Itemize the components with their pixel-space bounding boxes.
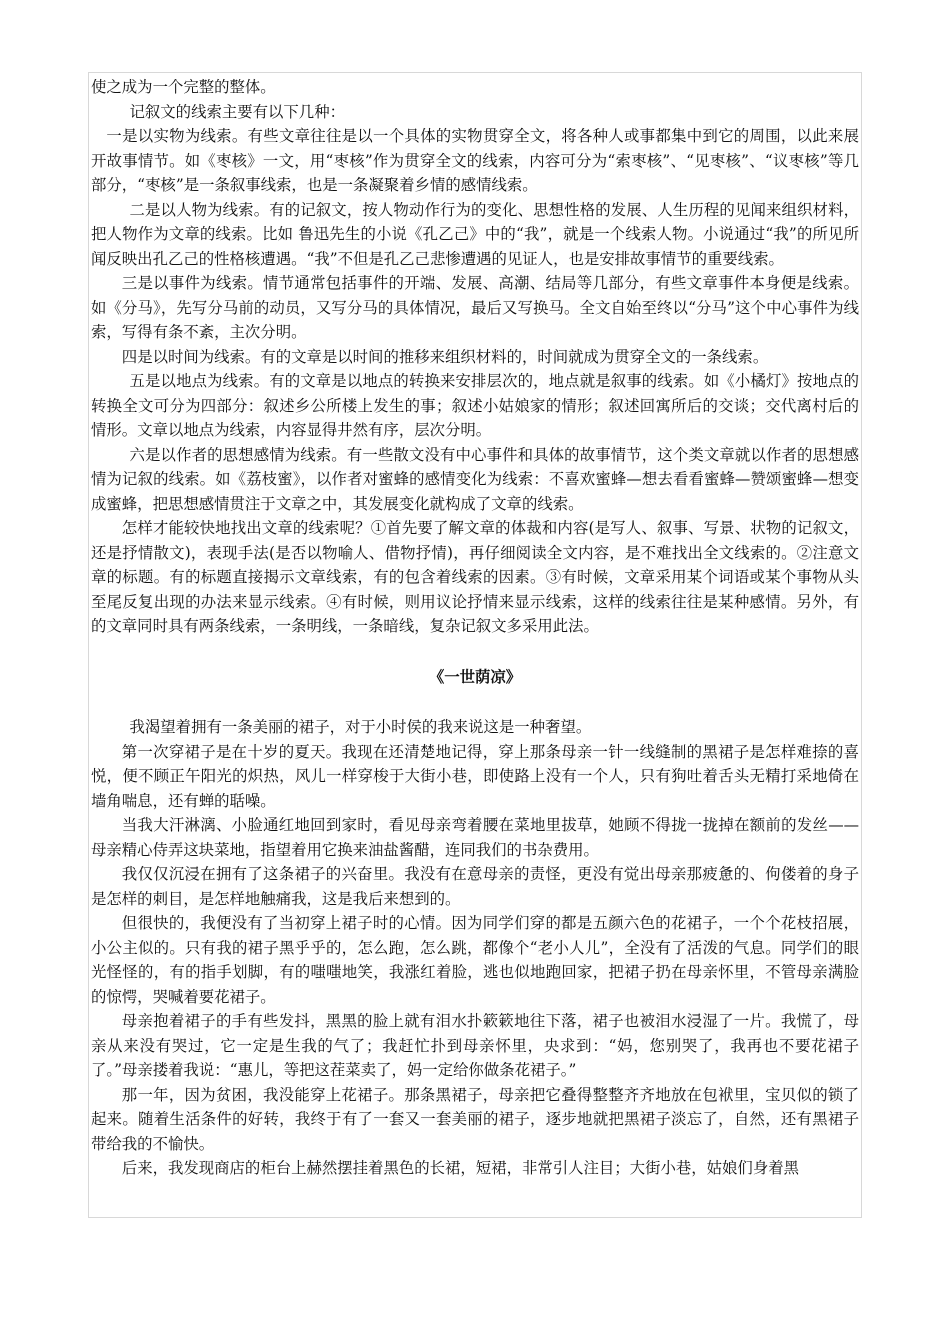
paragraph: 怎样才能较快地找出文章的线索呢？①首先要了解文章的体裁和内容(是写人、叙事、写景、状物的记叙文，还是抒情散文)，表现手法(是否以物喻人、借物抒情)，再仔细阅读全文内容，是不难找出全文线索的。②注意文章的标题。有的标题直接揭示文章线索，有的包含着线索的因素。③有时候，文章采用某个词语或某个事物从头至尾反复出现的办法来显示线索。④有时候，则用议论抒情来显示线索，这样的线索往往是某种感情。另外，有的文章同时具有两条线索，一条明线，一条暗线，复杂记叙文多采用此法。 [91,519,859,635]
paragraph: 后来，我发现商店的柜台上赫然摆挂着黑色的长裙，短裙，非常引人注目；大街小巷，姑娘们身着黑 [121,1159,799,1177]
document-page [88,72,862,1218]
paragraph: 五是以地点为线索。有的文章是以地点的转换来安排层次的，地点就是叙事的线索。如《小橘灯》按地点的转换全文可分为四部分：叙述乡公所楼上发生的事；叙述小姑娘家的情形；叙述回寓所后的交谈；交代离村后的情形。文章以地点为线索，内容显得井然有序，层次分明。 [91,372,859,439]
paragraph: 三是以事件为线索。情节通常包括事件的开端、发展、高潮、结局等几部分，有些文章事件本身便是线索。如《分马》，先写分马前的动员，又写分马的具体情况，最后又写换马。全文自始至终以“分马”这个中心事件为线索，写得有条不紊，主次分明。 [91,274,859,341]
paragraph: 那一年，因为贫困，我没能穿上花裙子。那条黑裙子，母亲把它叠得整整齐齐地放在包袱里，宝贝似的锁了起来。随着生活条件的好转，我终于有了一套又一套美丽的裙子，逐步地就把黑裙子淡忘了，自然，还有黑裙子带给我的不愉快。 [91,1085,859,1153]
paragraph: 当我大汗淋漓、小脸通红地回到家时，看见母亲弯着腰在菜地里拔草，她顾不得拢一拢掉在额前的发丝——母亲精心侍弄这块菜地，指望着用它换来油盐酱醋，连同我们的书杂费用。 [91,816,859,859]
paragraph: 母亲抱着裙子的手有些发抖，黑黑的脸上就有泪水扑簌簌地往下落，裙子也被泪水浸湿了一片。我慌了，母亲从来没有哭过，它一定是生我的气了；我赶忙扑到母亲怀里，央求到：“妈，您别哭了，我再也不要花裙子了。”母亲搂着我说：“惠儿，等把这茬菜卖了，妈一定给你做条花裙子。” [91,1012,859,1079]
paragraph: 二是以人物为线索。有的记叙文，按人物动作行为的变化、思想性格的发展、人生历程的见闻来组织材料，把人物作为文章的线索。比如 鲁迅先生的小说《孔乙己》中的“我”，就是一个线索人物。小说通过“我”的所见所闻反映出孔乙己的性格核遭遇。“我”不但是孔乙己悲惨遭遇的见证人，也是安排故事情节的重要线索。 [91,200,859,268]
paragraph: 一是以实物为线索。有些文章往往是以一个具体的实物贯穿全文，将各种人或事都集中到它的周围，以此来展开故事情节。如《枣核》一文，用“枣核”作为贯穿全文的线索，内容可分为“索枣核”、“见枣核”、“议枣核”等几部分，“枣核”是一条叙事线索，也是一条凝聚着乡情的感情线索。 [91,127,859,194]
paragraph: 第一次穿裙子是在十岁的夏天。我现在还清楚地记得，穿上那条母亲一针一线缝制的黑裙子是怎样难捺的喜悦，便不顾正午阳光的炽热，风儿一样穿梭于大街小巷，即使路上没有一个人，只有狗吐着舌头无精打采地倚在墙角喘息，还有蝉的聒噪。 [91,742,859,810]
essay-title: 《一世荫凉》 [428,667,522,686]
paragraph: 记叙文的线索主要有以下几种： [129,102,345,121]
paragraph: 但很快的，我便没有了当初穿上裙子时的心情。因为同学们穿的都是五颜六色的花裙子，一个个花枝招展，小公主似的。只有我的裙子黑乎乎的，怎么跑，怎么跳，都像个“老小人儿”，全没有了活泼的气息。同学们的眼光怪怪的，有的指手划脚，有的嗤嗤地笑，我涨红着脸，逃也似地跑回家，把裙子扔在母亲怀里，不管母亲满脸的惊愕，哭喊着要花裙子。 [91,914,859,1006]
paragraph: 我仅仅沉浸在拥有了这条裙子的兴奋里。我没有在意母亲的责怪，更没有觉出母亲那疲惫的、佝偻着的身子是怎样的刺目，是怎样地触痛我，这是我后来想到的。 [91,865,859,908]
paragraph: 我渴望着拥有一条美丽的裙子，对于小时侯的我来说这是一种奢望。 [129,718,592,736]
paragraph: 使之成为一个完整的整体。 [91,78,276,96]
paragraph: 六是以作者的思想感情为线索。有一些散文没有中心事件和具体的故事情节，这个类文章就以作者的思想感情为记叙的线索。如《荔枝蜜》，以作者对蜜蜂的感情变化为线索：不喜欢蜜蜂—想去看看蜜蜂—赞颂蜜蜂—想变成蜜蜂，把思想感情贯注于文章之中，其发展变化就构成了文章的线索。 [91,445,859,513]
paragraph: 四是以时间为线索。有的文章是以时间的推移来组织材料的，时间就成为贯穿全文的一条线索。 [121,347,769,366]
